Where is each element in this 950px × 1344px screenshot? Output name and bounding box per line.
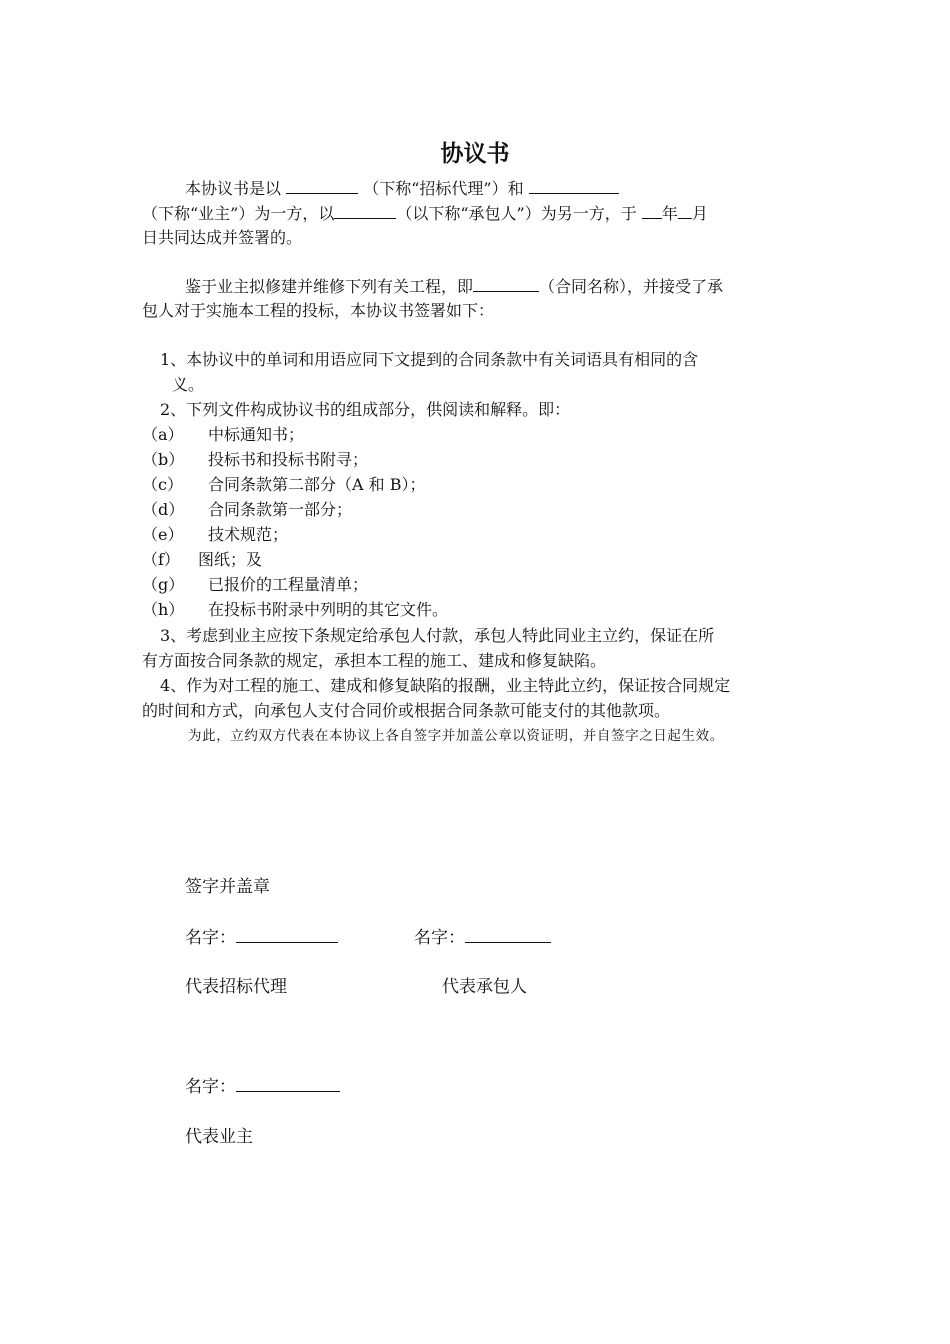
rep-owner-label: 代表业主 — [185, 1127, 253, 1147]
blank-contract-name — [473, 274, 539, 292]
recital-line-2: 包人对于实施本工程的投标，本协议书签署如下： — [142, 301, 495, 320]
list-item-text: 在投标书附录中列明的其它文件。 — [208, 600, 449, 619]
clause-4-line-1: 4、作为对工程的施工、建成和修复缺陷的报酬，业主特此立约，保证按合同规定 — [160, 676, 731, 695]
list-item-mark: （h） — [142, 600, 185, 619]
list-item — [142, 598, 449, 622]
intro-text: 月 — [691, 204, 708, 223]
intro-text: （以下称“承包人”）为另一方，于 — [396, 204, 637, 223]
list-item-mark: （f） — [142, 550, 180, 569]
list-item-text: 已报价的工程量清单； — [208, 575, 369, 594]
list-item-mark: （c） — [142, 475, 183, 494]
list-item-mark: （g） — [142, 575, 185, 594]
list-item-text: 图纸；及 — [198, 550, 263, 569]
clause-3-line-2: 有方面按合同条款的规定，承担本工程的施工、建成和修复缺陷。 — [142, 651, 607, 670]
agent-name-blank — [236, 925, 338, 943]
name-label: 名字： — [414, 928, 465, 948]
list-item-text: 技术规范； — [208, 525, 289, 544]
list-item-mark: （d） — [142, 500, 185, 519]
list-item — [142, 523, 289, 547]
list-item-text: 投标书和投标书附寻； — [208, 450, 369, 469]
intro-line-1 — [185, 176, 619, 201]
owner-name-blank — [236, 1074, 340, 1092]
clause-3-line-1: 3、考虑到业主应按下条规定给承包人付款，承包人特此同业主立约，保证在所 — [160, 626, 715, 645]
agent-name-line — [185, 923, 338, 948]
blank-owner — [529, 176, 619, 194]
intro-line-2 — [142, 201, 708, 226]
intro-text: （下称“业主”）为一方，以 — [142, 204, 335, 223]
list-item-mark: （e） — [142, 525, 184, 544]
list-item — [142, 573, 369, 597]
intro-text: 本协议书是以 — [185, 179, 282, 198]
recital-text: （合同名称），并接受了承 — [539, 277, 724, 296]
name-label: 名字： — [185, 1077, 236, 1097]
page-title: 协议书 — [440, 141, 510, 167]
closing-statement: 为此，立约双方代表在本协议上各自签字并加盖公章以资证明，并自签字之日起生效。 — [188, 728, 724, 744]
clause-2: 2、下列文件构成协议书的组成部分，供阅读和解释。即： — [160, 400, 571, 419]
rep-agent-label: 代表招标代理 — [185, 977, 287, 997]
signature-heading: 签字并盖章 — [185, 877, 270, 897]
list-item-text: 中标通知书； — [208, 425, 305, 444]
blank-agent — [286, 176, 358, 194]
intro-text: （下称“招标代理”）和 — [363, 179, 524, 198]
owner-name-line — [185, 1072, 340, 1097]
clause-4-line-2: 的时间和方式，向承包人支付合同价或根据合同条款可能支付的其他款项。 — [142, 701, 671, 720]
list-item — [142, 473, 426, 497]
contractor-name-blank — [465, 925, 551, 943]
list-item-text: 合同条款第一部分； — [208, 500, 353, 519]
list-item-mark: （b） — [142, 450, 185, 469]
list-item — [142, 498, 353, 522]
clause-1-line-2: 义。 — [172, 375, 205, 394]
intro-text: 年 — [661, 204, 678, 223]
list-item — [142, 548, 263, 572]
list-item — [142, 423, 305, 447]
clause-1-line-1: 1、本协议中的单词和用语应同下文提到的合同条款中有关词语具有相同的含 — [160, 350, 699, 369]
list-item-text: 合同条款第二部分（A 和 B）； — [208, 475, 426, 494]
blank-contractor — [334, 201, 396, 219]
list-item — [142, 448, 369, 472]
list-item-mark: （a） — [142, 425, 184, 444]
recital-text: 鉴于业主拟修建并维修下列有关工程，即 — [185, 277, 474, 296]
rep-contractor-label: 代表承包人 — [442, 977, 527, 997]
name-label: 名字： — [185, 928, 236, 948]
intro-line-3: 日共同达成并签署的。 — [142, 228, 303, 247]
contractor-name-line — [414, 923, 551, 948]
recital-line-1 — [185, 274, 723, 299]
blank-year — [642, 201, 662, 219]
blank-month — [678, 201, 692, 219]
